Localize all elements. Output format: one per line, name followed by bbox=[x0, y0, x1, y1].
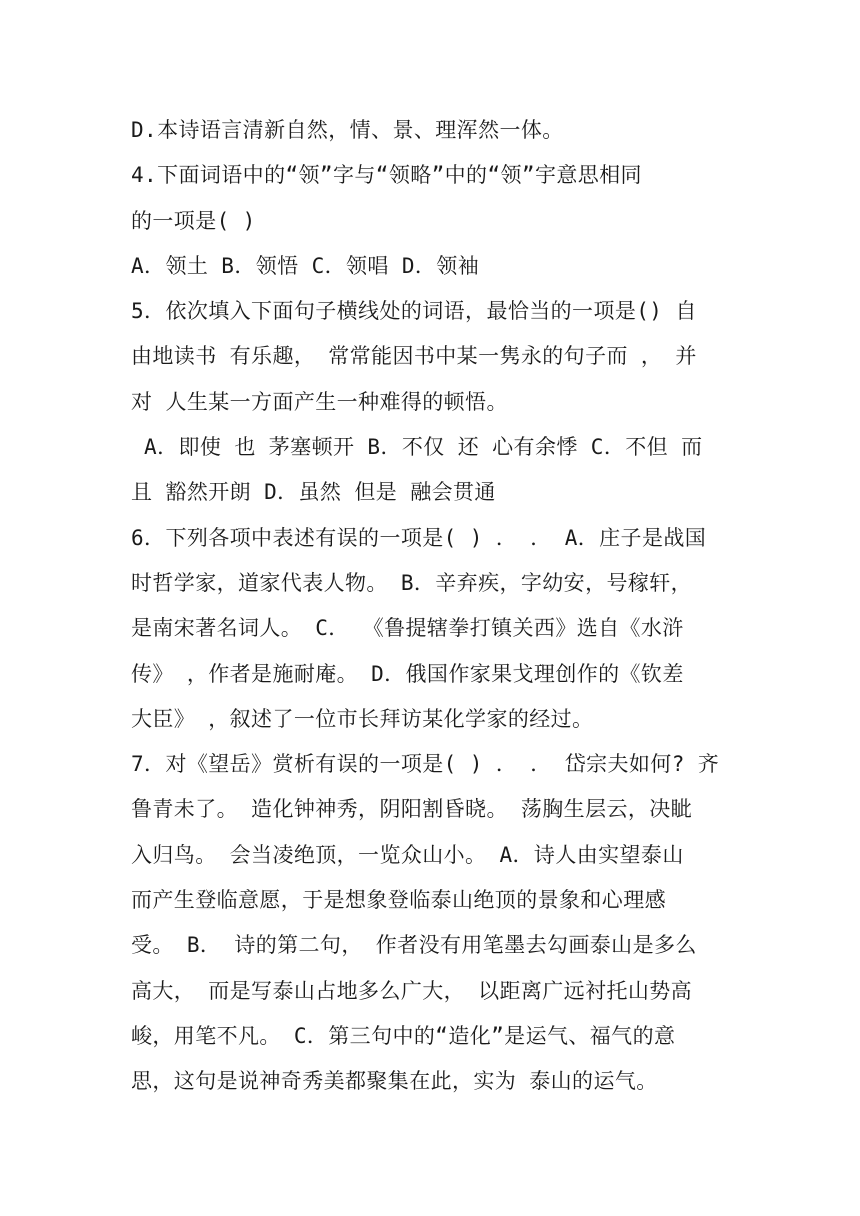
text-line: 5．依次填入下面句子横线处的词语，最恰当的一项是() 自 bbox=[131, 299, 697, 324]
text-line: 鲁青未了。 造化钟神秀，阴阳割昏晓。 荡胸生层云，决眦 bbox=[131, 797, 693, 822]
text-line: 时哲学家，道家代表人物。 B．辛弃疾，字幼安，号稼轩， bbox=[131, 570, 693, 595]
text-line: 峻，用笔不凡。 C．第三句中的“造化”是运气、福气的意 bbox=[131, 1023, 676, 1048]
text-line: 大臣》 ，叙述了一位市长拜访某化学家的经过。 bbox=[131, 706, 594, 731]
text-line: 是南宋著名词人。 C． 《鲁提辖拳打镇关西》选自《水浒 bbox=[131, 616, 684, 641]
text-line: 的一项是( ) bbox=[131, 208, 256, 233]
text-line: 对 人生某一方面产生一种难得的顿悟。 bbox=[131, 389, 508, 414]
text-line: 6．下列各项中表述有误的一项是( ) ． ． A．庄子是战国 bbox=[131, 525, 707, 550]
text-line: A．领土 B．领悟 C．领唱 D．领袖 bbox=[131, 253, 480, 278]
document-body bbox=[131, 108, 731, 1105]
text-line: 7．对《望岳》赏析有误的一项是( ) ． ． 岱宗夫如何? 齐 bbox=[131, 752, 720, 777]
text-line: 受。 B． 诗的第二句， 作者没有用笔墨去勾画泰山是多么 bbox=[131, 933, 697, 958]
text-line: 而产生登临意愿，于是想象登临泰山绝顶的景象和心理感 bbox=[131, 888, 666, 913]
text-line: D.本诗语言清新自然，情、景、理浑然一体。 bbox=[131, 118, 564, 142]
text-line: 4.下面词语中的“领”字与“领略”中的“领”宇意思相同 bbox=[131, 163, 642, 188]
text-line: A．即使 也 茅塞顿开 B．不仅 还 心有余悸 C．不但 而 bbox=[131, 435, 703, 460]
text-line: 入归鸟。 会当凌绝顶，一览众山小。 A．诗人由实望泰山 bbox=[131, 842, 684, 867]
text-line: 传》 ，作者是施耐庵。 D．俄国作家果戈理创作的《钦差 bbox=[131, 661, 684, 686]
text-line: 由地读书 有乐趣， 常常能因书中某一隽永的句子而 ， 并 bbox=[131, 344, 697, 369]
text-line: 高大， 而是写泰山占地多么广大， 以距离广远衬托山势高 bbox=[131, 978, 693, 1003]
text-line: 且 豁然开朗 D．虽然 但是 融会贯通 bbox=[131, 480, 496, 505]
text-line: 思，这句是说神奇秀美都聚集在此，实为 泰山的运气。 bbox=[131, 1069, 658, 1094]
